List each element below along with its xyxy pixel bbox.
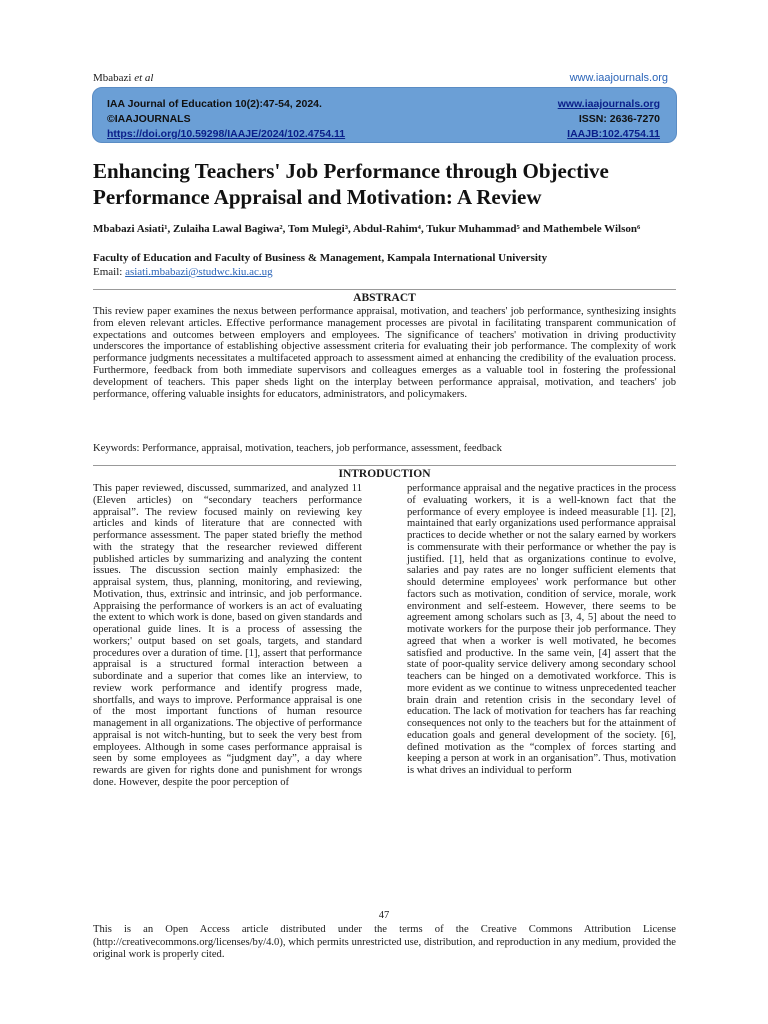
email-label: Email: bbox=[93, 266, 123, 278]
license-notice: This is an Open Access article distributed under the terms of the Creative Commons Attribution License (http://creativecommons.org/licenses/by/4.0), which permits unrestricted use, distribution, and reproduction in any medium, provided the original work is properly cited. bbox=[93, 924, 676, 960]
keywords: Keywords: Performance, appraisal, motivation, teachers, job performance, assessment, feedback bbox=[93, 443, 502, 454]
doi-link[interactable]: https://doi.org/10.59298/IAAJE/2024/102.4754.11 bbox=[107, 128, 346, 140]
abstract-text: This review paper examines the nexus between performance appraisal, motivation, and teachers' job performance, synthesizing insights from eleven relevant articles. Effective performance management processes are pivotal in facilitating transparent communication of expectations and outcomes between employers and employees. The significance of teachers' motivation in driving productivity underscores the importance of establishing objective assessment criteria for evaluating their job performance. The complexity of work performance judgments necessitates a multifaceted approach to assessment aimed at enhancing the credibility of the evaluation process. Furthermore, feedback from both immediate supervisors and colleagues emerges as a valuable tool in fostering the professional development of teachers. This paper sheds light on the interplay between performance appraisal, motivation, and teachers' job performance, offering valuable insights for educators, administrators, and policymakers. bbox=[93, 306, 676, 400]
journal-site-link[interactable]: www.iaajournals.org bbox=[557, 98, 660, 110]
introduction-left-column: This paper reviewed, discussed, summarized, and analyzed 11 (Eleven articles) on “secondary teachers performance appraisal”. The review focused mainly on reviewing key articles and kinds of literature that are connected with performance assessment. The paper stated briefly the method with the strategy that the researcher reviewed different published articles by summarizing and analyzing the content issues. The discussion section mainly emphasized: the appraisal system, thus, planning, monitoring, and reviewing, Motivation, thus, extrinsic and intrinsic, and job performance. Appraising the performance of workers is an act of evaluating the extent to which work is done, based on given standards and operational guide lines. It is a process of assessing the workers;' output based on set goals, targets, and standard procedures over a duration of time. [1], assert that performance appraisal is a structured formal interaction between a subordinate and a superior that comes like an interview, to review work performance and identify progress made, shortfalls, and ways to improve. Performance appraisal is one of the most important functions of human resource management in all organizations. The objective of performance appraisal is not witch-hunting, but to seek the very best from employees. Although in some cases performance appraisal is seen by some employees as “judgment day”, a day where rewards are given for rights done and punishment for wrongs done. However, despite the poor perception of bbox=[93, 483, 362, 788]
email-line bbox=[93, 265, 273, 279]
journal-publisher: ©IAAJOURNALS bbox=[107, 113, 191, 125]
introduction-heading: INTRODUCTION bbox=[338, 468, 431, 480]
page-number: 47 bbox=[378, 910, 390, 921]
paper-title: Enhancing Teachers' Job Performance through Objective Performance Appraisal and Motivation: A Review bbox=[93, 159, 609, 209]
abstract-heading: ABSTRACT bbox=[353, 292, 416, 304]
journal-info-left bbox=[107, 97, 345, 142]
running-head-et-al: et al bbox=[134, 72, 154, 84]
author-affiliation: Faculty of Education and Faculty of Business & Management, Kampala International University bbox=[93, 252, 548, 264]
journal-iaajb-link[interactable]: IAAJB:102.4754.11 bbox=[567, 128, 660, 140]
introduction-right-column: performance appraisal and the negative practices in the process of evaluating workers, it is a well-known fact that the performance of every employee is indeed measurable [1]. [2], maintained that early organizations used performance appraisal practices to decide whether or not the salary earned by workers is commensurate with their performance or whether the pay is justified. [1], held that as organizations continue to evolve, salaries and pay rates are no longer sufficient elements that should determine employees' work performance but other factors such as motivation, condition of service, morale, work environment and self-esteem. However, there seems to be agreement among scholars such as [3, 4, 5] about the need to motivate workers for the purpose their job performance. They agreed that when a worker is well motivated, he becomes satisfied and productive. In the same vein, [4] assert that the state of poor-quality service delivery among secondary school teachers can be hinged on a demotivated workforce. This is more evident as we continue to witness unprecedented teacher brain drain and retention crisis in the secondary level of education. The lack of motivation for teachers has far reaching consequences not only to the teachers but for the attainment of education goals and general development of the society. [6], defined motivation as the “complex of forces starting and keeping a person at work in an organisation”. Thus, motivation is what drives an individual to perform bbox=[407, 483, 676, 776]
journal-info-box bbox=[92, 87, 677, 143]
introduction-top-rule bbox=[93, 465, 676, 466]
author-list: Mbabazi Asiati¹, Zulaiha Lawal Bagiwa², Tom Mulegi³, Abdul-Rahim⁴, Tukur Muhammad⁵ and Mathembele Wilson⁶ bbox=[93, 223, 641, 235]
abstract-top-rule bbox=[93, 289, 676, 290]
running-head-site-link[interactable]: www.iaajournals.org bbox=[569, 72, 668, 84]
journal-issn: ISSN: 2636-7270 bbox=[578, 113, 660, 125]
running-head-author: Mbabazi et al bbox=[93, 72, 154, 84]
running-head bbox=[93, 72, 668, 88]
journal-info-right bbox=[558, 97, 660, 142]
email-link[interactable]: asiati.mbabazi@studwc.kiu.ac.ug bbox=[125, 266, 273, 278]
journal-citation: IAA Journal of Education 10(2):47-54, 2024. bbox=[107, 98, 322, 110]
